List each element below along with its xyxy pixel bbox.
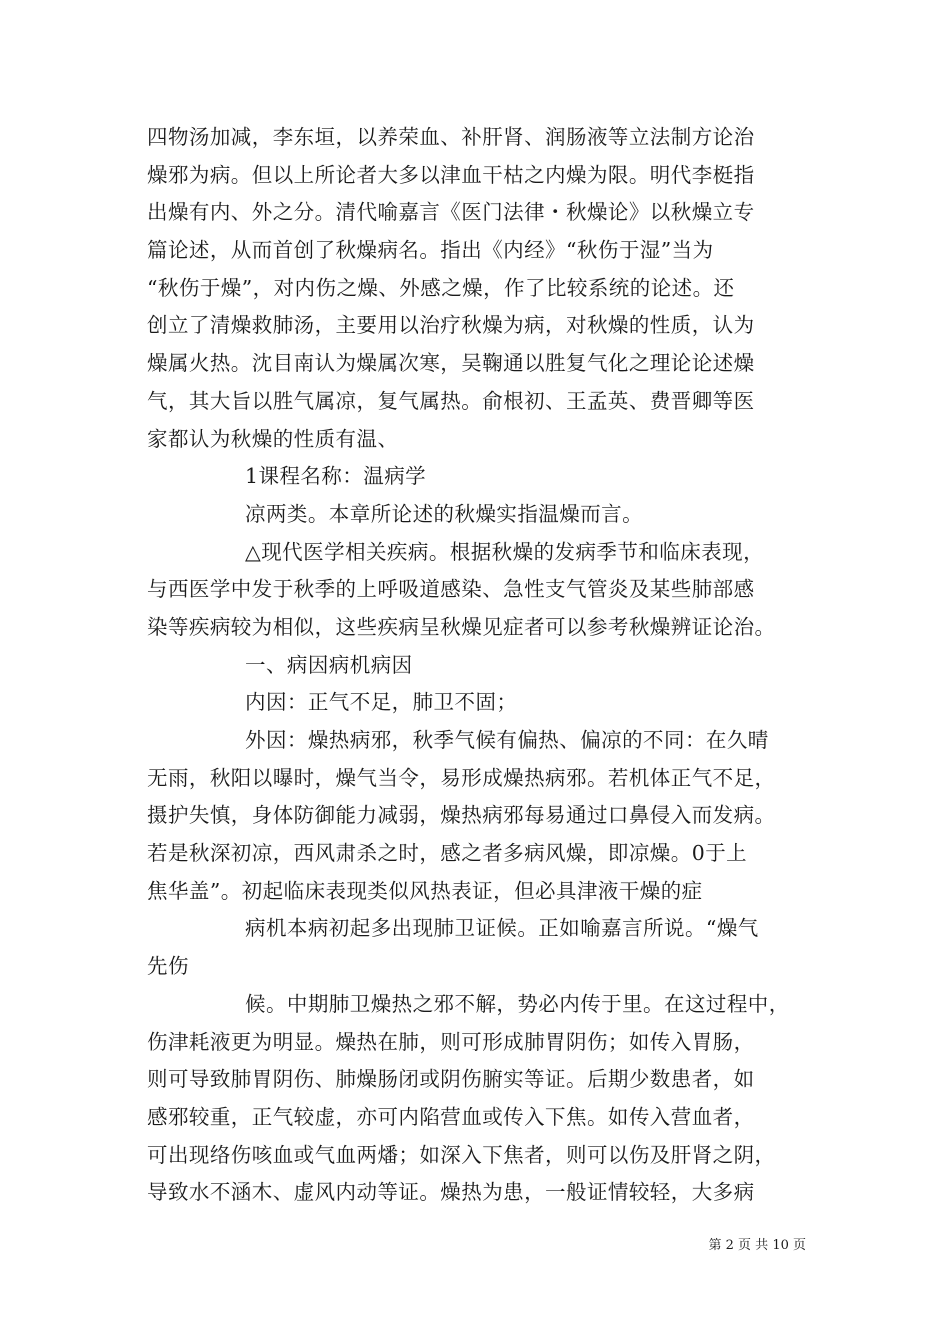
text-line: 四物汤加减，李东垣，以养荣血、补肝肾、润肠液等立法制方论治 [147,125,755,149]
text-line: “秋伤于燥”，对内伤之燥、外感之燥，作了比较系统的论述。还 [147,275,735,300]
text-line: 凉两类。本章所论述的秋燥实指温燥而言。 [245,501,644,526]
text-line: 候。中期肺卫燥热之邪不解，势必内传于里。在这过程中， [245,991,790,1016]
text-line: 伤津耗液更为明显。燥热在肺，则可形成肺胃阴伤；如传入胃肠， [147,1029,755,1054]
text-line: 燥属火热。沈目南认为燥属次寒，吴鞠通以胜复气化之理论论述燥 [147,351,755,376]
text-line: 染等疾病较为相似，这些疾病呈秋燥见症者可以参考秋燥辨证论治。 [147,614,776,639]
text-line: 1课程名称：温病学 [245,464,427,489]
text-line: 导致水不涵木、虚风内动等证。燥热为患，一般证情较轻，大多病 [147,1180,755,1205]
page-number-footer: 第 2 页 共 10 页 [708,1238,806,1253]
text-line: 若是秋深初凉，西风肃杀之时，感之者多病风燥，即凉燥。0于上 [147,841,748,866]
text-line: 病机本病初起多出现肺卫证候。正如喻嘉言所说。“燥气 [245,916,759,941]
text-line: 可出现络伤咳血或气血两燔；如深入下焦者，则可以伤及肝肾之阴， [147,1142,776,1167]
text-line: 摄护失慎，身体防御能力减弱，燥热病邪每易通过口鼻侵入而发病。 [147,803,776,828]
text-line: 燥邪为病。但以上所论者大多以津血干枯之内燥为限。明代李梃指 [147,162,755,187]
document-body [147,119,807,1212]
text-line: 出燥有内、外之分。清代喻嘉言《医门法律・秋燥论》以秋燥立专 [147,200,755,225]
text-line: 外因：燥热病邪，秋季气候有偏热、偏凉的不同：在久晴 [245,728,769,752]
text-line: 气，其大旨以胜气属凉，复气属热。俞根初、王孟英、费晋卿等医 [147,388,755,413]
text-line: 创立了清燥救肺汤，主要用以治疗秋燥为病，对秋燥的性质，认为 [147,313,755,338]
text-line: 则可导致肺胃阴伤、肺燥肠闭或阴伤腑实等证。后期少数患者，如 [147,1067,755,1092]
text-line: 先伤 [147,954,189,979]
text-line: 家都认为秋燥的性质有温、 [147,426,399,451]
text-line: 篇论述，从而首创了秋燥病名。指出《内经》“秋伤于湿”当为 [147,238,714,263]
text-line: 内因：正气不足，肺卫不固； [245,690,518,715]
text-line: 感邪较重，正气较虚，亦可内陷营血或传入下焦。如传入营血者， [147,1104,755,1129]
text-line: 无雨，秋阳以曝时，燥气当令，易形成燥热病邪。若机体正气不足， [147,765,776,790]
text-line: 焦华盖”。初起临床表现类似风热表证，但必具津液干燥的症 [147,878,703,903]
text-line: △现代医学相关疾病。根据秋燥的发病季节和临床表现， [245,539,765,564]
text-line: 与西医学中发于秋季的上呼吸道感染、急性支气管炎及某些肺部感 [147,577,755,602]
text-line: 一、病因病机病因 [245,652,413,677]
